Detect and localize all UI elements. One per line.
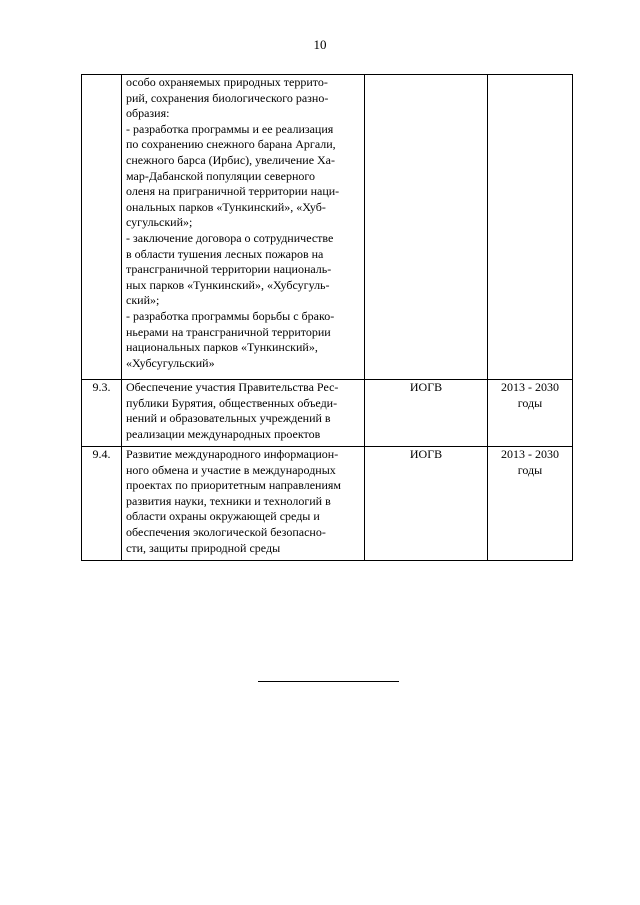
description-line: ский»;: [126, 293, 160, 308]
description-line: Обеспечение участия Правительства Рес-: [126, 380, 339, 394]
description-line: реализации международных проектов: [126, 426, 321, 441]
description-line: оленя на приграничной территории наци-: [126, 184, 340, 199]
description-line: ных парков «Тункинский», «Хубсугуль-: [126, 277, 330, 292]
measure-description: [122, 75, 365, 380]
description-line: области охраны окружающей среды и: [126, 509, 320, 524]
executor-cell: [365, 75, 488, 380]
description-line: в области тушения лесных пожаров на: [126, 246, 324, 261]
end-of-document-rule: [258, 681, 399, 682]
description-line: проектах по приоритетным направлениям: [126, 478, 341, 493]
term-unit: годы: [517, 462, 543, 477]
description-line: особо охраняемых природных террито-: [126, 75, 328, 89]
description-line: Развитие международного информацион-: [126, 447, 339, 461]
term-cell: [488, 75, 573, 380]
description-line: ональных парков «Тункинский», «Хуб-: [126, 199, 326, 214]
description-line: «Хубсугульский»: [126, 355, 215, 370]
row-number: 9.3.: [82, 380, 122, 447]
description-line: - разработка программы и ее реализация: [126, 121, 334, 136]
measures-table: [81, 74, 573, 561]
description-line: рий, сохранения биологического разно-: [126, 90, 329, 105]
description-line: ньерами на трансграничной территории: [126, 324, 331, 339]
description-line: по сохранению снежного барана Аргали,: [126, 137, 336, 152]
measure-description: [122, 447, 365, 561]
description-line: - разработка программы борьбы с брако-: [126, 308, 335, 323]
description-line: трансграничной территории националь-: [126, 262, 332, 277]
measure-description: [122, 380, 365, 447]
description-line: образия:: [126, 106, 170, 121]
description-line: мар-Дабанской популяции северного: [126, 168, 316, 183]
term-cell: [488, 380, 573, 447]
description-line: развития науки, техники и технологий в: [126, 493, 331, 508]
description-line: национальных парков «Тункинский»,: [126, 340, 318, 355]
term-unit: годы: [517, 395, 543, 410]
table-row: [82, 75, 573, 380]
description-line: сугульский»;: [126, 215, 193, 230]
term-years: 2013 - 2030: [501, 447, 559, 461]
description-line: сти, защиты природной среды: [126, 540, 281, 555]
description-line: обеспечения экологической безопасно-: [126, 524, 326, 539]
table-row: [82, 447, 573, 561]
description-line: снежного барса (Ирбис), увеличение Ха-: [126, 152, 336, 167]
description-line: нений и образовательных учреждений в: [126, 411, 331, 426]
page-number: 10: [313, 37, 327, 52]
term-cell: [488, 447, 573, 561]
description-line: - заключение договора о сотрудничестве: [126, 230, 334, 245]
description-line: ного обмена и участие в международных: [126, 462, 336, 477]
description-line: публики Бурятия, общественных объеди-: [126, 395, 338, 410]
executor-cell: ИОГВ: [365, 380, 488, 447]
row-number: [82, 75, 122, 380]
executor-cell: ИОГВ: [365, 447, 488, 561]
row-number: 9.4.: [82, 447, 122, 561]
table-row: [82, 380, 573, 447]
term-years: 2013 - 2030: [501, 380, 559, 394]
